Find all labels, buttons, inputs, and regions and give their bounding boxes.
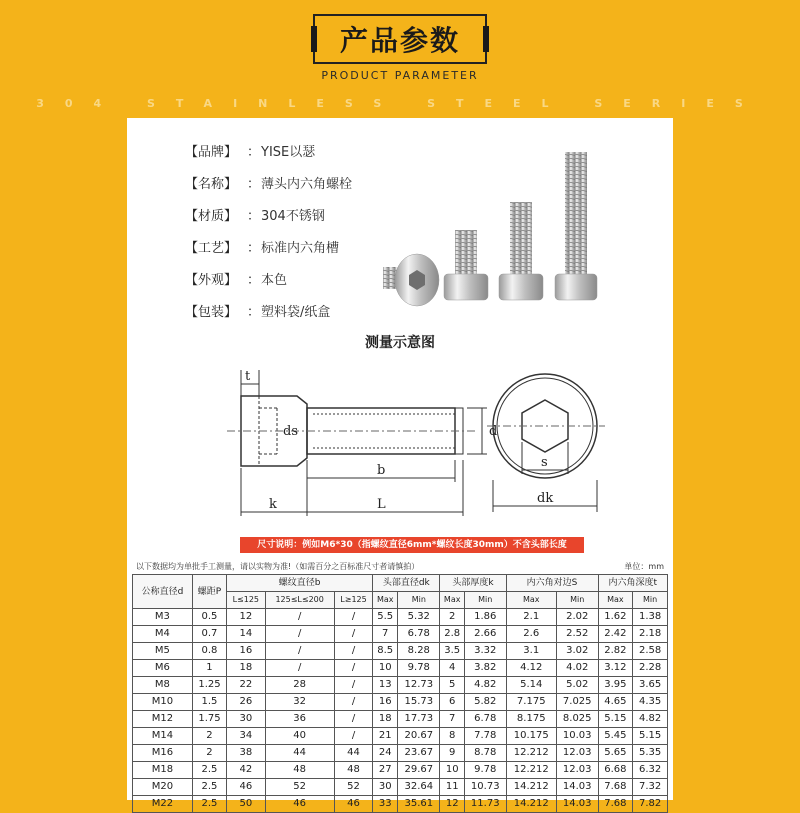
property-value: 304不锈钢 (261, 208, 325, 224)
table-cell: 32.64 (398, 779, 440, 796)
table-cell: 1.86 (464, 609, 506, 626)
table-cell: 38 (227, 745, 265, 762)
table-cell: 15.73 (398, 694, 440, 711)
property-key: 【包装】 (185, 304, 238, 320)
table-cell: M14 (133, 728, 193, 745)
table-cell: 0.8 (192, 643, 226, 660)
table-cell: 46 (334, 796, 372, 813)
table-cell: 44 (334, 745, 372, 762)
table-cell: 7.025 (556, 694, 598, 711)
table-cell: 1.75 (192, 711, 226, 728)
table-cell: 8.025 (556, 711, 598, 728)
table-cell: 32 (265, 694, 334, 711)
table-cell: 44 (265, 745, 334, 762)
table-cell: 10 (373, 660, 398, 677)
page-title: 产品参数 (339, 24, 460, 57)
table-cell: 12 (440, 796, 465, 813)
spec-table-body (133, 609, 668, 813)
table-cell: 3.5 (440, 643, 465, 660)
table-cell: 7 (440, 711, 465, 728)
table-cell: 5.15 (633, 728, 668, 745)
table-cell: 2.42 (598, 626, 633, 643)
table-cell: 17.73 (398, 711, 440, 728)
spec-table (132, 574, 668, 813)
table-cell: 1.62 (598, 609, 633, 626)
table-cell: M18 (133, 762, 193, 779)
table-cell: 5.65 (598, 745, 633, 762)
table-cell: 14.212 (506, 796, 556, 813)
table-row (133, 745, 668, 762)
property-key: 【名称】 (185, 176, 238, 192)
table-cell: / (334, 626, 372, 643)
table-cell: 2.5 (192, 779, 226, 796)
table-cell: 14.03 (556, 779, 598, 796)
bolt-photo-illustration (377, 142, 617, 312)
table-cell: 2.5 (192, 796, 226, 813)
table-cell: 8.5 (373, 643, 398, 660)
table-cell: 20.67 (398, 728, 440, 745)
label-k: k (269, 497, 277, 512)
property-value: 塑料袋/纸盒 (261, 304, 331, 320)
table-cell: M3 (133, 609, 193, 626)
table-cell: 12 (227, 609, 265, 626)
table-cell: 7.68 (598, 796, 633, 813)
table-cell: 9.78 (464, 762, 506, 779)
property-row (185, 262, 352, 294)
table-cell: 46 (227, 779, 265, 796)
table-cell: 8.175 (506, 711, 556, 728)
table-cell: 2.28 (633, 660, 668, 677)
property-key: 【材质】 (185, 208, 238, 224)
table-cell: 52 (334, 779, 372, 796)
th-s-max: Max (506, 592, 556, 609)
table-cell: 2.82 (598, 643, 633, 660)
table-cell: 3.95 (598, 677, 633, 694)
label-d: d (489, 424, 498, 439)
table-cell: 48 (265, 762, 334, 779)
table-cell: 52 (265, 779, 334, 796)
table-cell: 22 (227, 677, 265, 694)
label-b: b (377, 463, 386, 478)
table-cell: M22 (133, 796, 193, 813)
content-panel (127, 118, 673, 809)
table-cell: 26 (227, 694, 265, 711)
table-cell: 34 (227, 728, 265, 745)
th-hex-depth: 内六角深度t (598, 575, 668, 592)
property-row (185, 166, 352, 198)
table-row (133, 796, 668, 813)
table-cell: 3.65 (633, 677, 668, 694)
table-cell: / (334, 711, 372, 728)
table-cell: 23.67 (398, 745, 440, 762)
table-row (133, 643, 668, 660)
table-cell: 0.5 (192, 609, 226, 626)
table-cell: 4 (440, 660, 465, 677)
table-cell: 2 (440, 609, 465, 626)
table-cell: 2.52 (556, 626, 598, 643)
table-cell: / (334, 660, 372, 677)
spec-table-section (132, 560, 668, 809)
table-cell: / (334, 643, 372, 660)
table-cell: 14 (227, 626, 265, 643)
label-ds: ds (283, 424, 298, 439)
table-cell: 50 (227, 796, 265, 813)
property-row (185, 230, 352, 262)
th-pitch: 螺距P (192, 575, 226, 609)
table-cell: 3.82 (464, 660, 506, 677)
table-cell: 42 (227, 762, 265, 779)
table-cell: / (265, 643, 334, 660)
table-cell: 8 (440, 728, 465, 745)
table-cell: 9.78 (398, 660, 440, 677)
table-cell: 29.67 (398, 762, 440, 779)
table-cell: M20 (133, 779, 193, 796)
table-cell: 6.32 (633, 762, 668, 779)
table-cell: 11 (440, 779, 465, 796)
table-cell: 7.68 (598, 779, 633, 796)
table-cell: 7.82 (633, 796, 668, 813)
table-cell: 3.32 (464, 643, 506, 660)
property-value: YISE以瑟 (261, 144, 316, 160)
table-cell: 30 (373, 779, 398, 796)
table-cell: 21 (373, 728, 398, 745)
table-cell: 5 (440, 677, 465, 694)
table-cell: M6 (133, 660, 193, 677)
table-cell: 4.02 (556, 660, 598, 677)
table-cell: 7 (373, 626, 398, 643)
table-cell: 0.7 (192, 626, 226, 643)
table-cell: 3.02 (556, 643, 598, 660)
table-cell: 2.58 (633, 643, 668, 660)
th-head-thk: 头部厚度k (440, 575, 506, 592)
property-list (185, 134, 352, 326)
table-cell: 2.1 (506, 609, 556, 626)
page-subtitle: PRODUCT PARAMETER (321, 69, 479, 82)
table-cell: 2.02 (556, 609, 598, 626)
table-cell: 8.28 (398, 643, 440, 660)
table-cell: 11.73 (464, 796, 506, 813)
property-row (185, 134, 352, 166)
table-cell: 5.14 (506, 677, 556, 694)
table-cell: 6.78 (398, 626, 440, 643)
table-cell: M16 (133, 745, 193, 762)
th-s-min: Min (556, 592, 598, 609)
table-cell: 5.35 (633, 745, 668, 762)
property-key: 【工艺】 (185, 240, 238, 256)
table-row (133, 779, 668, 796)
table-cell: 2.5 (192, 762, 226, 779)
table-cell: 7.78 (464, 728, 506, 745)
table-cell: 6.68 (598, 762, 633, 779)
table-cell: 5.82 (464, 694, 506, 711)
property-key: 【品牌】 (185, 144, 238, 160)
table-cell: 2.6 (506, 626, 556, 643)
label-t: t (245, 369, 251, 384)
table-cell: 5.02 (556, 677, 598, 694)
table-cell: 12.03 (556, 762, 598, 779)
table-cell: 9 (440, 745, 465, 762)
table-row (133, 694, 668, 711)
th-head-dia: 头部直径dk (373, 575, 440, 592)
table-row (133, 660, 668, 677)
th-l2: 125≤L≤200 (265, 592, 334, 609)
table-row (133, 711, 668, 728)
th-dk-min: Min (398, 592, 440, 609)
size-note: 尺寸说明：例如M6*30（指螺纹直径6mm*螺纹长度30mm）不含头部长度 (240, 537, 584, 553)
table-cell: 4.12 (506, 660, 556, 677)
property-sep: ： (247, 208, 261, 224)
table-cell: 35.61 (398, 796, 440, 813)
table-cell: 14.212 (506, 779, 556, 796)
table-cell: / (334, 677, 372, 694)
property-sep: ： (247, 144, 261, 160)
table-cell: 5.45 (598, 728, 633, 745)
table-row (133, 762, 668, 779)
table-cell: M8 (133, 677, 193, 694)
table-cell: 1.5 (192, 694, 226, 711)
table-cell: 16 (227, 643, 265, 660)
table-row (133, 609, 668, 626)
table-cell: 3.1 (506, 643, 556, 660)
th-k-min: Min (464, 592, 506, 609)
table-row (133, 728, 668, 745)
table-cell: 16 (373, 694, 398, 711)
property-row (185, 294, 352, 326)
property-value: 本色 (261, 272, 288, 288)
table-cell: / (334, 694, 372, 711)
table-cell: 10 (440, 762, 465, 779)
label-L: L (377, 497, 386, 512)
table-cell: 28 (265, 677, 334, 694)
table-cell: 18 (227, 660, 265, 677)
label-s: s (541, 455, 548, 470)
th-dk-max: Max (373, 592, 398, 609)
table-cell: 3.12 (598, 660, 633, 677)
table-cell: 2.18 (633, 626, 668, 643)
table-cell: 4.65 (598, 694, 633, 711)
table-cell: 30 (227, 711, 265, 728)
measurement-diagram (127, 356, 673, 536)
th-k-max: Max (440, 592, 465, 609)
th-t-min: Min (633, 592, 668, 609)
table-cell: 12.03 (556, 745, 598, 762)
table-caption-left: 以下数据均为单批手工测量，请以实物为准!（如需百分之百标准尺寸者请慎拍） (136, 562, 420, 571)
table-cell: 4.35 (633, 694, 668, 711)
table-row (133, 626, 668, 643)
table-cell: 12.73 (398, 677, 440, 694)
th-t-max: Max (598, 592, 633, 609)
table-cell: 14.03 (556, 796, 598, 813)
table-cell: / (334, 728, 372, 745)
table-unit: 单位：mm (624, 562, 664, 571)
property-row (185, 198, 352, 230)
property-sep: ： (247, 240, 261, 256)
table-row (133, 677, 668, 694)
table-cell: M12 (133, 711, 193, 728)
table-cell: 7.32 (633, 779, 668, 796)
title-box (313, 14, 487, 64)
label-dk: dk (537, 491, 554, 506)
table-cell: M4 (133, 626, 193, 643)
table-cell: 24 (373, 745, 398, 762)
table-cell: 18 (373, 711, 398, 728)
th-nominal: 公称直径d (133, 575, 193, 609)
th-l3: L≥125 (334, 592, 372, 609)
table-cell: / (265, 609, 334, 626)
table-cell: M10 (133, 694, 193, 711)
table-cell: 7.175 (506, 694, 556, 711)
property-value: 薄头内六角螺栓 (261, 176, 353, 192)
header-banner (0, 0, 800, 118)
th-thread-length: 螺纹直径b (227, 575, 373, 592)
table-cell: 40 (265, 728, 334, 745)
table-cell: / (334, 609, 372, 626)
table-cell: 10.03 (556, 728, 598, 745)
table-cell: 2 (192, 745, 226, 762)
table-cell: 36 (265, 711, 334, 728)
series-label: 304 STAINLESS STEEL SERIES (36, 97, 764, 110)
table-cell: 5.5 (373, 609, 398, 626)
table-cell: 1.38 (633, 609, 668, 626)
table-cell: 10.175 (506, 728, 556, 745)
th-hex: 内六角对边S (506, 575, 598, 592)
table-cell: 2 (192, 728, 226, 745)
table-cell: 10.73 (464, 779, 506, 796)
table-cell: 4.82 (464, 677, 506, 694)
table-cell: 6 (440, 694, 465, 711)
table-cell: 27 (373, 762, 398, 779)
table-cell: / (265, 626, 334, 643)
table-cell: 33 (373, 796, 398, 813)
table-cell: 5.32 (398, 609, 440, 626)
property-value: 标准内六角槽 (261, 240, 340, 256)
diagram-title: 测量示意图 (365, 335, 435, 351)
property-sep: ： (247, 304, 261, 320)
table-cell: 6.78 (464, 711, 506, 728)
table-cell: 12.212 (506, 762, 556, 779)
table-cell: 12.212 (506, 745, 556, 762)
table-cell: 2.66 (464, 626, 506, 643)
property-sep: ： (247, 176, 261, 192)
table-cell: 8.78 (464, 745, 506, 762)
table-cell: 48 (334, 762, 372, 779)
property-key: 【外观】 (185, 272, 238, 288)
table-caption (132, 560, 668, 574)
table-cell: M5 (133, 643, 193, 660)
table-cell: 1 (192, 660, 226, 677)
table-cell: 5.15 (598, 711, 633, 728)
property-sep: ： (247, 272, 261, 288)
table-cell: 46 (265, 796, 334, 813)
table-cell: 1.25 (192, 677, 226, 694)
th-l1: L≤125 (227, 592, 265, 609)
table-cell: / (265, 660, 334, 677)
table-cell: 2.8 (440, 626, 465, 643)
table-cell: 13 (373, 677, 398, 694)
table-cell: 4.82 (633, 711, 668, 728)
